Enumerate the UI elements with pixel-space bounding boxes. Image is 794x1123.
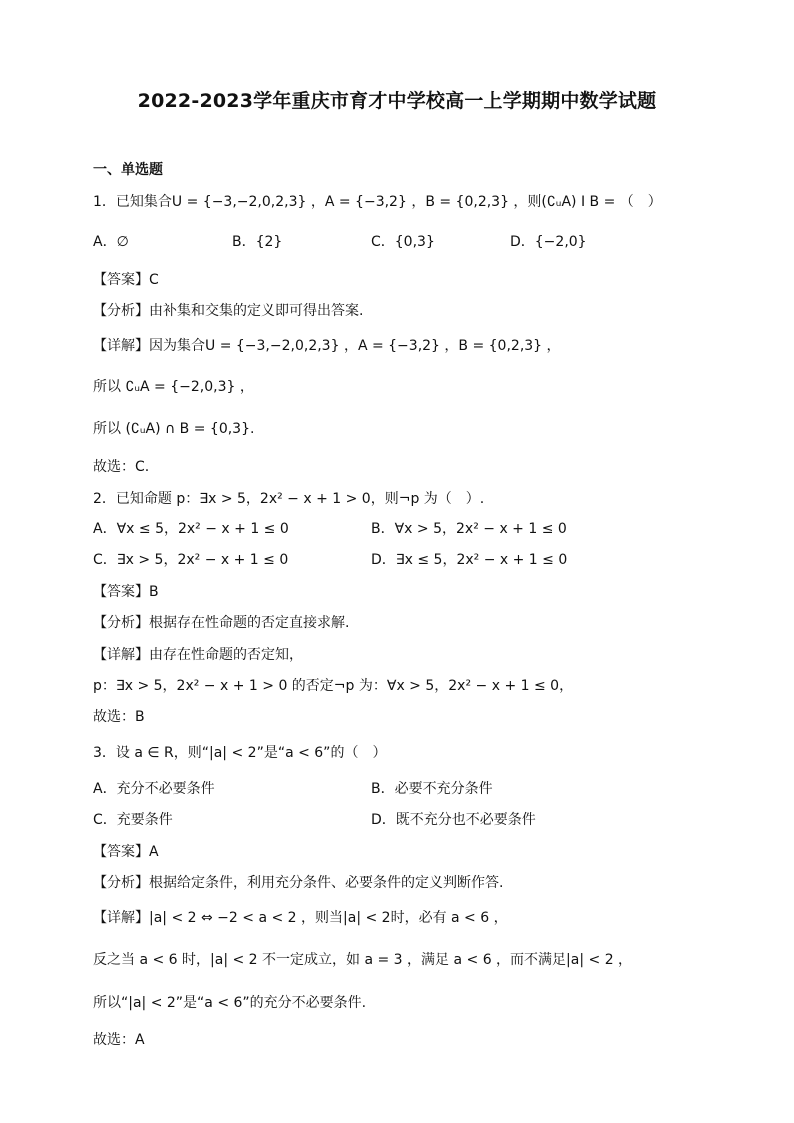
q1-analysis: 【分析】由补集和交集的定义即可得出答案. bbox=[93, 303, 364, 319]
q3-option-a: A．充分不必要条件 bbox=[93, 781, 215, 797]
q2-answer: 【答案】B bbox=[93, 584, 159, 600]
q2-option-d: D．∃x ≤ 5，2x² − x + 1 ≤ 0 bbox=[371, 552, 568, 568]
section-heading: 一、单选题 bbox=[93, 162, 163, 178]
q2-option-a: A．∀x ≤ 5，2x² − x + 1 ≤ 0 bbox=[93, 521, 289, 537]
question-2-stem: 2．已知命题 p：∃x > 5，2x² − x + 1 > 0，则¬p 为（ ）. bbox=[93, 491, 485, 507]
q1-option-b: B．{2} bbox=[232, 234, 283, 250]
q1-option-a: A．∅ bbox=[93, 234, 129, 250]
q3-step-1: 反之当 a < 6 时，|a| < 2 不一定成立，如 a = 3 ，满足 a < 6 ，而不满足|a| < 2 ， bbox=[93, 952, 633, 968]
q2-analysis: 【分析】根据存在性命题的否定直接求解. bbox=[93, 615, 350, 631]
q1-option-c: C．{0,3} bbox=[371, 234, 435, 250]
q1-step-2: 所以 (∁ᵤA) ∩ B = {0,3}. bbox=[93, 421, 255, 437]
q3-step-2: 所以“|a| < 2”是“a < 6”的充分不必要条件. bbox=[93, 995, 367, 1011]
q3-detail: 【详解】|a| < 2 ⇔ −2 < a < 2 ，则当|a| < 2时，必有 a < 6 ， bbox=[93, 910, 508, 926]
question-3-stem: 3．设 a ∈ R，则“|a| < 2”是“a < 6”的（ ） bbox=[93, 745, 387, 761]
question-1-stem: 1．已知集合U = {−3,−2,0,2,3} ，A = {−3,2} ，B = {0,2,3} ，则(∁ᵤA) I B = （ ） bbox=[93, 194, 662, 210]
page-title: 2022-2023学年重庆市育才中学校高一上学期期中数学试题 bbox=[137, 90, 657, 112]
q2-choice: 故选：B bbox=[93, 709, 145, 725]
q3-option-b: B．必要不充分条件 bbox=[371, 781, 493, 797]
q3-answer: 【答案】A bbox=[93, 844, 159, 860]
q2-step-1: p：∃x > 5，2x² − x + 1 > 0 的否定¬p 为：∀x > 5，2x² − x + 1 ≤ 0， bbox=[93, 678, 574, 694]
q2-option-b: B．∀x > 5，2x² − x + 1 ≤ 0 bbox=[371, 521, 567, 537]
q1-detail: 【详解】因为集合U = {−3,−2,0,2,3} ，A = {−3,2} ，B = {0,2,3} ， bbox=[93, 338, 561, 354]
q2-option-c: C．∃x > 5，2x² − x + 1 ≤ 0 bbox=[93, 552, 289, 568]
q3-analysis: 【分析】根据给定条件，利用充分条件、必要条件的定义判断作答. bbox=[93, 875, 504, 891]
q3-option-c: C．充要条件 bbox=[93, 812, 173, 828]
q1-step-1: 所以 ∁ᵤA = {−2,0,3} ， bbox=[93, 379, 254, 395]
q2-detail: 【详解】由存在性命题的否定知， bbox=[93, 647, 303, 663]
q1-option-d: D．{−2,0} bbox=[510, 234, 587, 250]
q1-choice: 故选：C. bbox=[93, 459, 150, 475]
q1-answer: 【答案】C bbox=[93, 272, 159, 288]
q3-choice: 故选：A bbox=[93, 1032, 145, 1048]
q3-option-d: D．既不充分也不必要条件 bbox=[371, 812, 536, 828]
